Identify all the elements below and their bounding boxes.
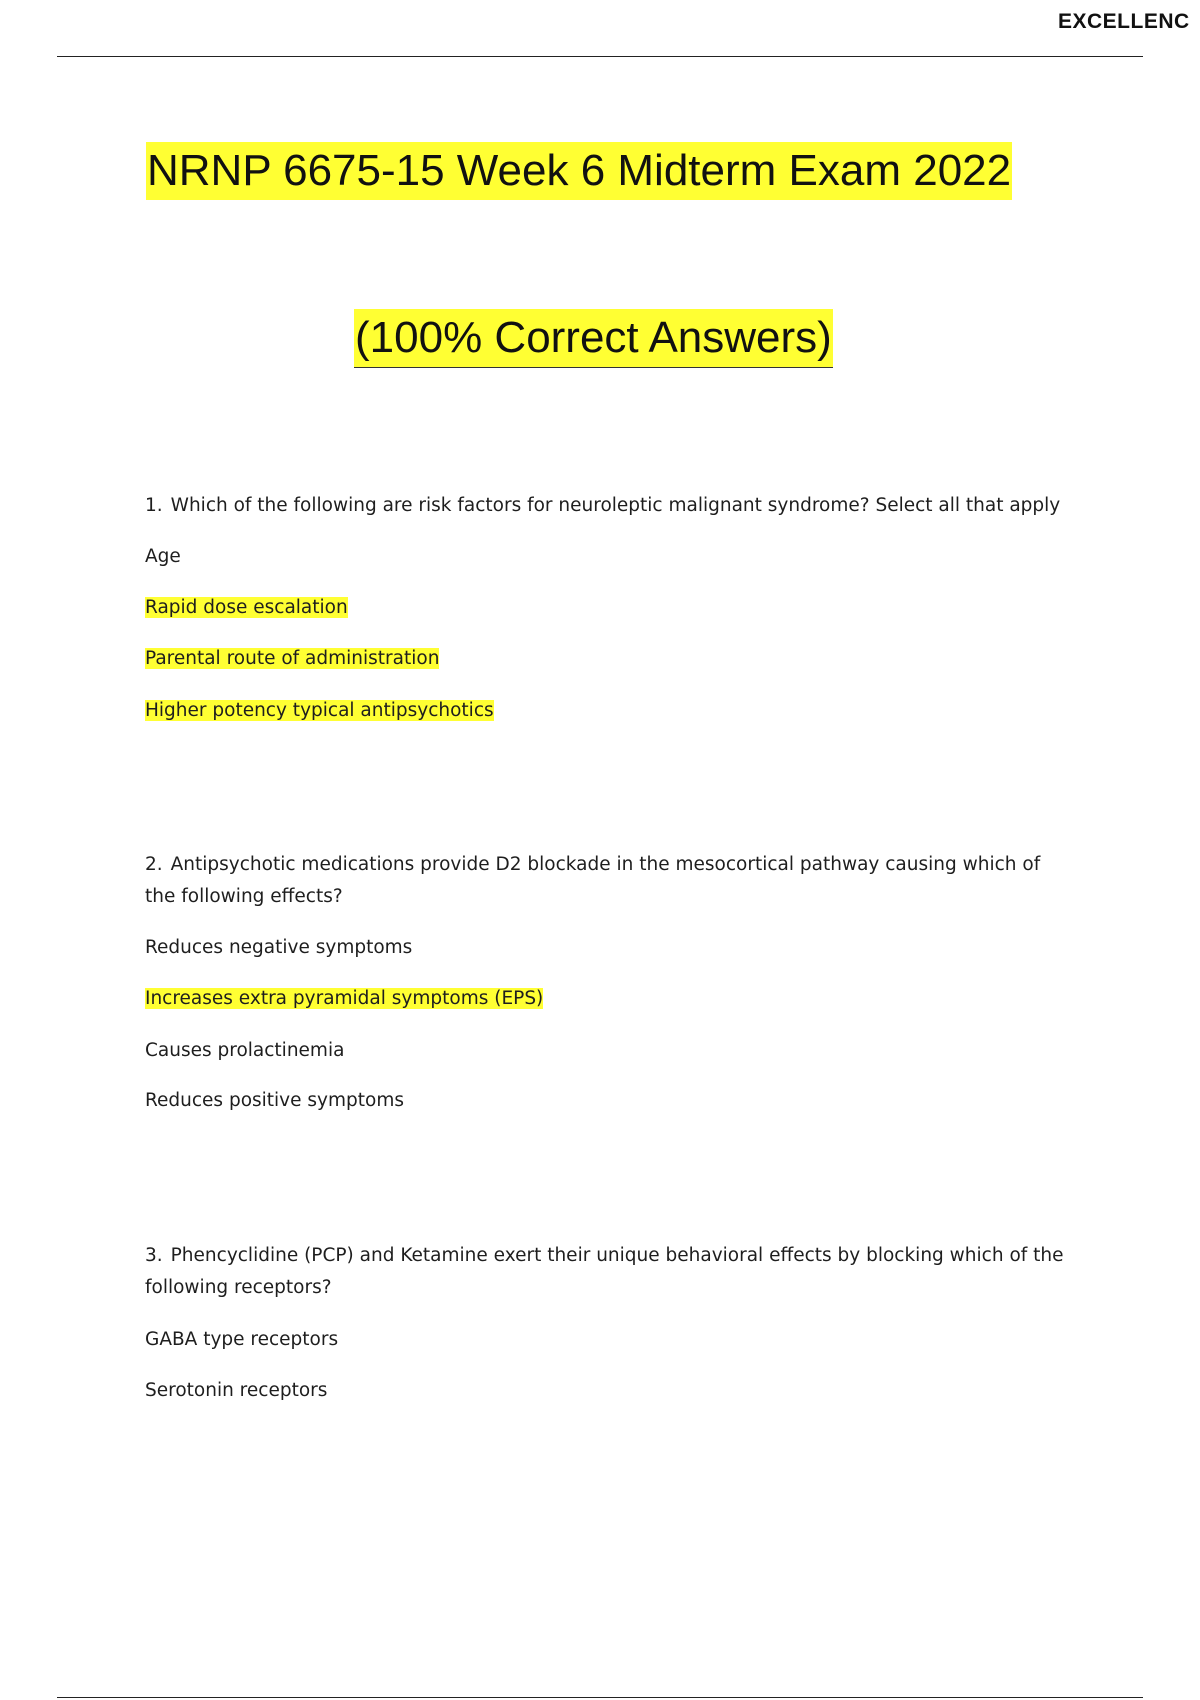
answer-option-text: Higher potency typical antipsychotics (145, 700, 494, 721)
answer-option-text: GABA type receptors (145, 1329, 339, 1350)
document-title: NRNP 6675-15 Week 6 Midterm Exam 2022 (146, 142, 1012, 200)
question-text: Antipsychotic medications provide D2 blockade in the mesocortical pathway causing which of the following effects? (145, 854, 1041, 907)
answer-option-text: Serotonin receptors (145, 1380, 328, 1401)
answer-option (145, 543, 181, 571)
answer-option-text: Age (145, 546, 181, 567)
answer-option (145, 934, 412, 962)
answer-option (145, 1037, 344, 1065)
question-text: Phencyclidine (PCP) and Ketamine exert their unique behavioral effects by blocking which of the following receptors? (145, 1245, 1064, 1298)
question-text: Which of the following are risk factors for neuroleptic malignant syndrome? Select all that apply (170, 495, 1061, 516)
answer-option-correct (145, 645, 439, 673)
question-2 (145, 849, 1075, 913)
answer-option (145, 1326, 338, 1354)
answer-option-text: Rapid dose escalation (145, 597, 348, 618)
answer-option-text: Reduces positive symptoms (145, 1090, 404, 1111)
footer-rule (57, 1697, 1143, 1698)
answer-option-text: Reduces negative symptoms (145, 937, 413, 958)
answer-option-correct (145, 594, 348, 622)
question-1 (145, 490, 1075, 522)
header-rule (57, 56, 1143, 57)
question-number: 1. (145, 495, 163, 516)
answer-option (145, 1377, 327, 1405)
question-number: 2. (145, 854, 163, 875)
answer-option-text: Increases extra pyramidal symptoms (EPS) (145, 988, 544, 1009)
answer-option-text: Causes prolactinemia (145, 1040, 345, 1061)
question-number: 3. (145, 1245, 163, 1266)
answer-option-correct (145, 985, 543, 1013)
answer-option-text: Parental route of administration (145, 648, 440, 669)
document-subtitle: (100% Correct Answers) (354, 309, 833, 368)
header-brand: EXCELLENC (1058, 10, 1190, 33)
answer-option-correct (145, 697, 494, 725)
question-3 (145, 1240, 1075, 1304)
answer-option (145, 1087, 404, 1115)
